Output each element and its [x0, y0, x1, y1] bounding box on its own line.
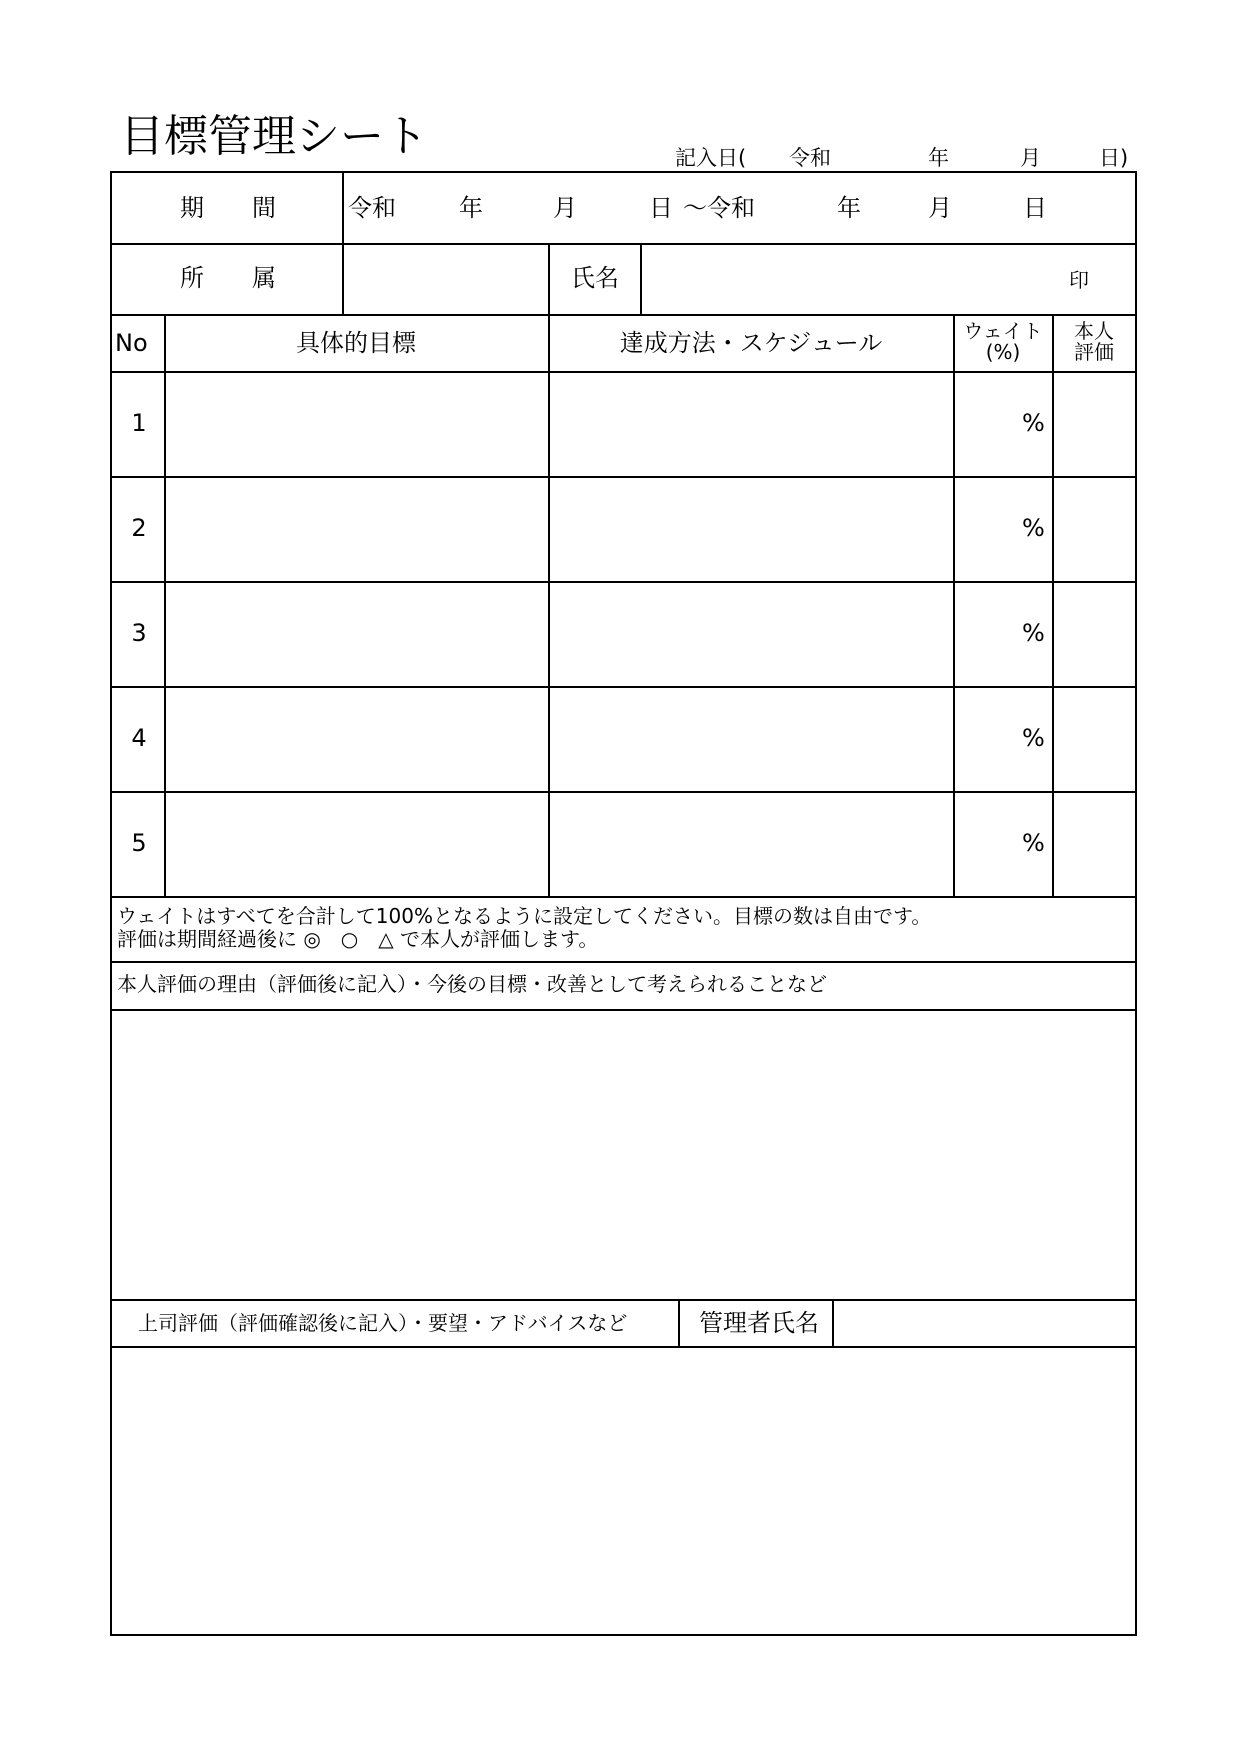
notes-weight: ウェイトはすべてを合計して100%となるように設定してください。目標の数は自由です。 — [117, 904, 932, 928]
name-label: 氏名 — [571, 264, 619, 292]
row-4-no: 4 — [131, 724, 147, 752]
goal-management-form — [110, 171, 1137, 1636]
self-reason-field[interactable] — [120, 1021, 1125, 1291]
header-self-eval: 本人 — [1074, 319, 1114, 343]
manager-name-label: 管理者氏名 — [699, 1309, 819, 1337]
period-label: 期 間 — [180, 194, 276, 222]
header-weight-unit: (%) — [985, 340, 1021, 364]
header-method: 達成方法・スケジュール — [619, 329, 883, 357]
row-3-weight-unit: % — [1022, 619, 1045, 647]
entry-date-era: 令和 — [789, 146, 831, 170]
entry-date-day: 日) — [1099, 146, 1129, 170]
supervisor-comment-field[interactable] — [120, 1358, 1125, 1628]
period-start-year[interactable]: 年 — [459, 194, 483, 222]
period-start-era[interactable]: 令和 — [348, 194, 396, 222]
row-5-no: 5 — [131, 829, 147, 857]
row-4-weight-unit: % — [1022, 724, 1045, 752]
row-2-no: 2 — [131, 514, 147, 542]
supervisor-label: 上司評価（評価確認後に記入）・要望・アドバイスなど — [138, 1311, 628, 1335]
header-goal: 具体的目標 — [296, 329, 416, 357]
entry-date-year: 年 — [928, 146, 949, 170]
entry-date-label: 記入日( — [675, 146, 747, 170]
affiliation-label: 所 属 — [180, 264, 276, 292]
row-1-weight-unit: % — [1022, 409, 1045, 437]
notes-evaluation: 評価は期間経過後に ◎ ○ △ で本人が評価します。 — [117, 927, 599, 951]
entry-date-month: 月 — [1020, 146, 1041, 170]
period-start-month[interactable]: 月 — [553, 194, 577, 222]
period-end-day[interactable]: 日 — [1023, 194, 1047, 222]
seal-mark: 印 — [1069, 268, 1089, 292]
period-end-era[interactable]: ～令和 — [683, 194, 755, 222]
self-reason-label: 本人評価の理由（評価後に記入）・今後の目標・改善として考えられることなど — [117, 972, 827, 996]
row-2-weight-unit: % — [1022, 514, 1045, 542]
period-end-month[interactable]: 月 — [928, 194, 952, 222]
header-self-eval-2: 評価 — [1074, 340, 1114, 364]
row-1-no: 1 — [131, 409, 147, 437]
period-start-day[interactable]: 日 — [649, 194, 673, 222]
period-end-year[interactable]: 年 — [837, 194, 861, 222]
header-no: No — [115, 329, 148, 357]
row-3-no: 3 — [131, 619, 147, 647]
page-title: 目標管理シート — [120, 111, 428, 162]
row-5-weight-unit: % — [1022, 829, 1045, 857]
header-weight: ウェイト — [963, 319, 1043, 343]
